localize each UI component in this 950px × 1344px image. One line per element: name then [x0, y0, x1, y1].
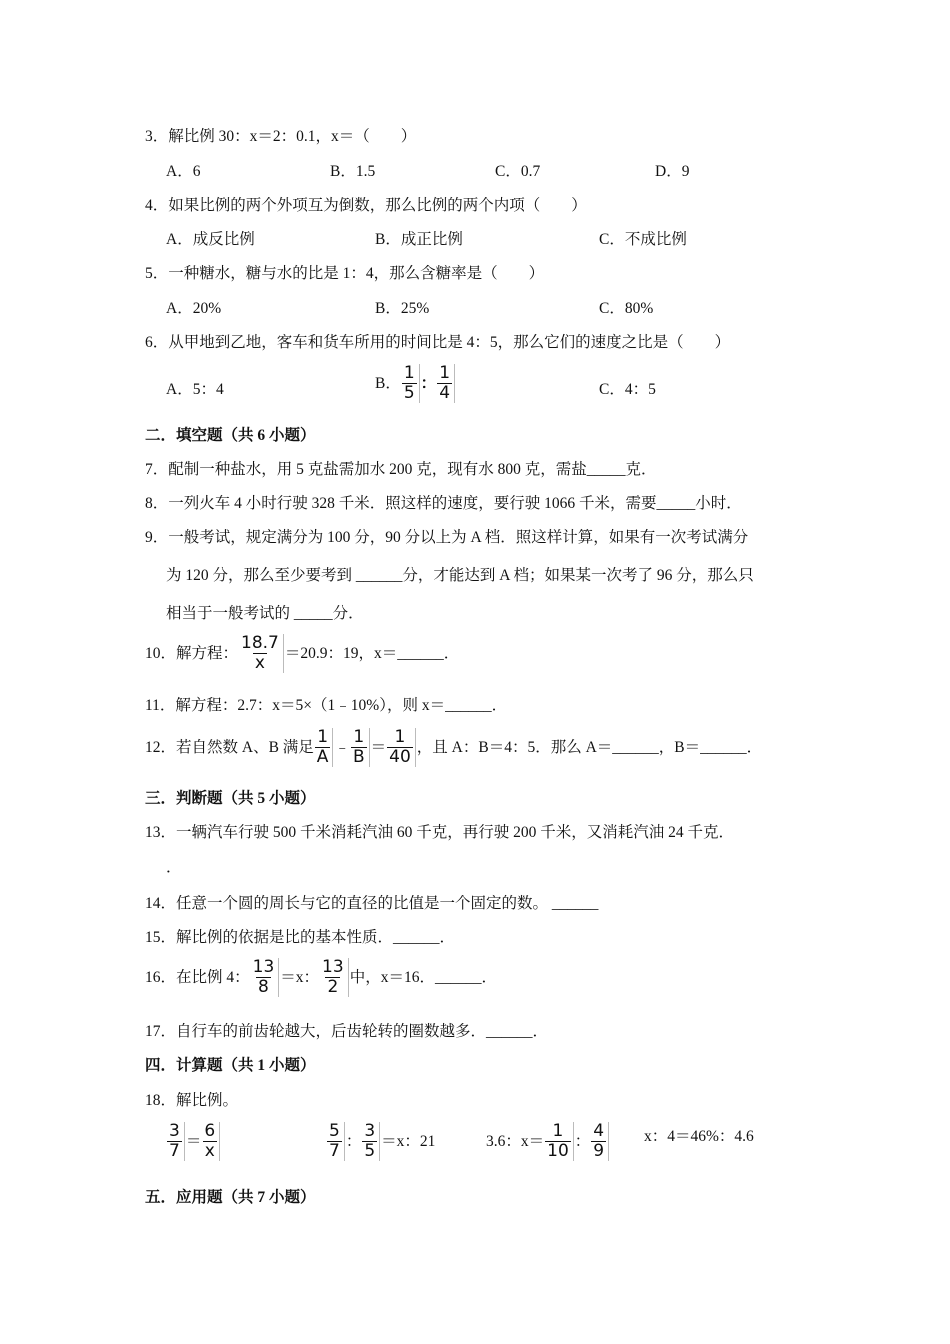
q18-expr-2 [326, 1122, 435, 1161]
q12-prefix: 12．若自然数 A、B 满足 [145, 738, 314, 756]
fraction-one-fourth: 1 4 [437, 364, 455, 403]
fraction-6-over-x: 6 x [202, 1122, 220, 1161]
section-fill-blank-heading: 二．填空题（共 6 小题） [145, 427, 316, 444]
q18-expr-3-prefix: 3.6：x＝ [486, 1132, 545, 1150]
q18-expr-4: x：4＝46%：4.6 [644, 1128, 754, 1145]
section-calculation-heading: 四．计算题（共 1 小题） [145, 1057, 316, 1074]
q4-option-b[interactable]: B．成正比例 [375, 231, 463, 248]
equals-sign: ＝ [370, 738, 387, 756]
q9-line3: 相当于一般考试的 _____分． [166, 605, 364, 622]
q16-middle: ＝x： [280, 968, 320, 986]
q14-text: 14．任意一个圆的周长与它的直径的比值是一个固定的数。 ______ [145, 895, 599, 912]
q9-line1: 9．一般考试，规定满分为 100 分，90 分以上为 A 档．照这样计算，如果有一次考试满分 [145, 529, 749, 546]
q3-option-b[interactable]: B．1.5 [330, 163, 376, 180]
q8-text: 8．一列火车 4 小时行驶 328 千米．照这样的速度，要行驶 1066 千米，需要_____小时． [145, 495, 742, 512]
fraction-1-over-10: 1 10 [545, 1122, 574, 1161]
q18-stem: 18．解比例。 [145, 1092, 239, 1109]
fraction-18-7-over-x: 18.7 x [239, 634, 284, 673]
q3-option-c[interactable]: C．0.7 [495, 163, 541, 180]
q9-line2: 为 120 分，那么至少要考到 ______分，才能达到 A 档；如果某一次考了 96 分，那么只 [166, 567, 754, 584]
q6-option-a[interactable]: A．5：4 [166, 381, 224, 398]
q4-option-a[interactable]: A．成反比例 [166, 231, 255, 248]
q5-option-a[interactable]: A．20% [166, 300, 222, 317]
q18-expr-1 [166, 1122, 221, 1161]
fraction-13-over-8: 13 8 [251, 958, 280, 997]
fraction-4-over-9: 4 9 [591, 1122, 609, 1161]
q16-prefix: 16．在比例 4： [145, 968, 250, 986]
q7-text: 7．配制一种盐水，用 5 克盐需加水 200 克，现有水 800 克，需盐_____克． [145, 461, 657, 478]
q15-text: 15．解比例的依据是比的基本性质．______． [145, 929, 456, 946]
fraction-1-over-b: 1 B [351, 728, 370, 767]
q10-equation [145, 634, 459, 673]
ratio-colon: ： [420, 374, 437, 392]
q10-suffix: ＝20.9：19，x＝______． [284, 644, 460, 662]
q16-equation [145, 958, 497, 997]
fraction-one-fifth: 1 5 [402, 364, 420, 403]
minus-sign: ﹣ [334, 738, 350, 756]
fraction-1-over-a: 1 A [315, 728, 334, 767]
equals-sign: ＝ [185, 1132, 202, 1150]
fraction-3-over-7: 3 7 [167, 1122, 185, 1161]
q5-option-b[interactable]: B．25% [375, 300, 430, 317]
q12-suffix: ，且 A：B＝4：5．那么 A＝______，B＝______． [416, 738, 763, 756]
q3-option-a[interactable]: A．6 [166, 163, 201, 180]
q4-stem: 4．如果比例的两个外项互为倒数，那么比例的两个内项（ ） [145, 197, 587, 214]
q3-stem: 3．解比例 30：x＝2：0.1，x＝（ ） [145, 128, 417, 145]
q6-option-b-label: B． [375, 374, 401, 392]
q4-option-c[interactable]: C．不成比例 [599, 231, 687, 248]
q11-text: 11．解方程：2.7：x＝5×（1﹣10%），则 x＝______． [145, 697, 508, 714]
q3-option-d[interactable]: D．9 [655, 163, 690, 180]
fraction-5-over-7: 5 7 [327, 1122, 345, 1161]
q5-stem: 5．一种糖水，糖与水的比是 1：4，那么含糖率是（ ） [145, 265, 545, 282]
fraction-3-over-5: 3 5 [362, 1122, 380, 1161]
q12-equation [145, 728, 762, 767]
section-application-heading: 五．应用题（共 7 小题） [145, 1189, 316, 1206]
q17-text: 17．自行车的前齿轮越大，后齿轮转的圈数越多．______． [145, 1023, 549, 1040]
q13-line2: ． [166, 859, 182, 876]
ratio-colon: ： [574, 1132, 591, 1150]
q18-expr-3 [486, 1122, 610, 1161]
q13-line1: 13．一辆汽车行驶 500 千米消耗汽油 60 千克，再行驶 200 千米，又消耗汽油 24 千克． [145, 824, 735, 841]
q18-expr-2-suffix: ＝x：21 [381, 1132, 436, 1150]
q6-option-b[interactable] [375, 364, 456, 403]
fraction-1-over-40: 1 40 [387, 728, 416, 767]
section-true-false-heading: 三．判断题（共 5 小题） [145, 790, 316, 807]
ratio-colon: ： [345, 1132, 362, 1150]
q6-stem: 6．从甲地到乙地，客车和货车所用的时间比是 4：5，那么它们的速度之比是（ ） [145, 334, 731, 351]
q16-suffix: 中，x＝16．______． [349, 968, 497, 986]
q10-prefix: 10．解方程： [145, 644, 239, 662]
q6-option-c[interactable]: C．4：5 [599, 381, 656, 398]
fraction-13-over-2: 13 2 [320, 958, 349, 997]
q5-option-c[interactable]: C．80% [599, 300, 654, 317]
